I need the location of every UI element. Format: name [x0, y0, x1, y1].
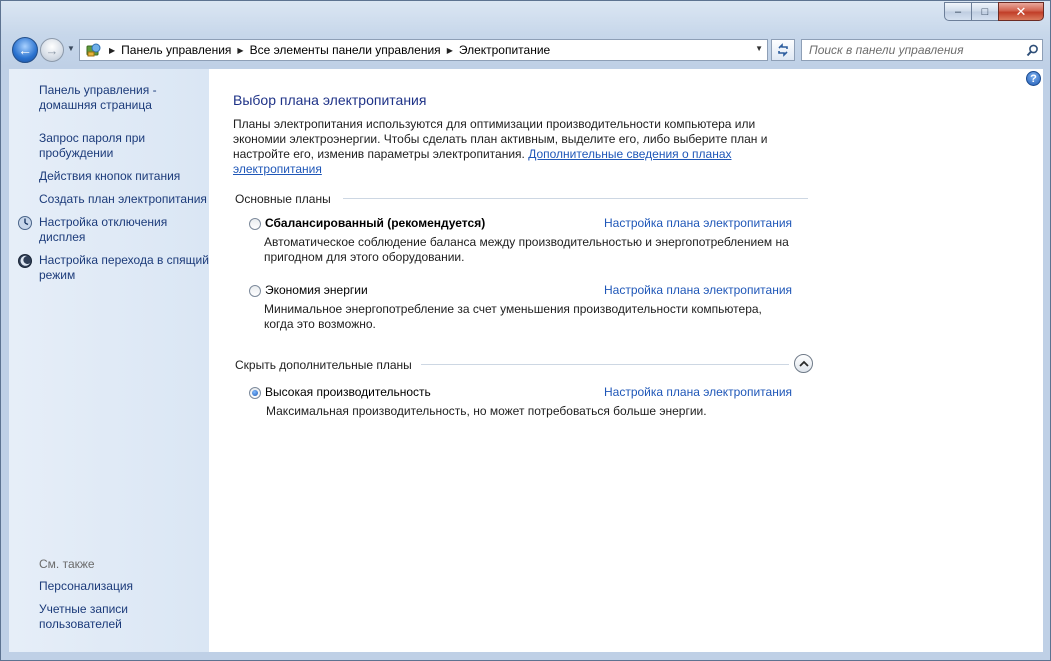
arrow-right-icon: → — [45, 42, 59, 58]
breadcrumb-control-panel[interactable]: Панель управления — [121, 43, 232, 57]
recent-pages-button[interactable] — [67, 44, 75, 53]
more-info-link[interactable]: Дополнительные сведения о планах электропитания — [233, 147, 732, 176]
sleep-icon — [17, 253, 33, 272]
breadcrumb-power-options[interactable]: Электропитание — [458, 43, 551, 57]
sidebar-item-user-accounts[interactable]: Учетные записи пользователей — [39, 602, 128, 631]
chevron-down-icon: ▼ — [67, 44, 75, 53]
arrow-left-icon: ← — [18, 42, 32, 58]
sidebar-item-password-on-wake[interactable]: Запрос пароля при пробуждении — [39, 131, 146, 160]
sidebar-item-personalization[interactable]: Персонализация — [39, 579, 134, 593]
control-panel-icon — [83, 40, 103, 60]
breadcrumb-separator[interactable]: ▶ — [446, 45, 453, 55]
hidden-plans-heading[interactable]: Скрыть дополнительные планы — [235, 358, 412, 372]
plan-settings-link-balanced[interactable]: Настройка плана электропитания — [604, 216, 793, 230]
tasks-pane — [9, 69, 209, 652]
address-bar[interactable] — [79, 39, 768, 61]
plan-name-high-performance[interactable]: Высокая производительность — [265, 385, 431, 399]
close-button[interactable]: ✕ — [998, 2, 1044, 21]
plan-name-power-saver[interactable]: Экономия энергии — [265, 283, 368, 297]
minimize-button[interactable]: – — [944, 2, 971, 21]
maximize-button[interactable]: □ — [971, 2, 998, 21]
intro-paragraph: Планы электропитания используются для оптимизации производительности компьютера или экономии электроэнергии. Чтобы сделать план активным, выделите его, либо выберите план и настройте его, изменив параметры электропитания. — [233, 117, 768, 161]
group-divider — [421, 364, 789, 365]
breadcrumb-separator[interactable]: ▶ — [109, 45, 116, 55]
sidebar-item-home[interactable]: Панель управления - домашняя страница — [39, 83, 157, 112]
sidebar-item-sleep[interactable]: Настройка перехода в спящий режим — [39, 253, 209, 282]
sidebar-item-display-off[interactable]: Настройка отключения дисплея — [39, 215, 168, 244]
plan-desc-balanced: Автоматическое соблюдение баланса между производительностью и энергопотреблением на пригодном для этого оборудовании. — [264, 235, 789, 264]
breadcrumb-all-items[interactable]: Все элементы панели управления — [249, 43, 441, 57]
refresh-button[interactable] — [771, 39, 795, 61]
plan-name-balanced[interactable]: Сбалансированный (рекомендуется) — [265, 216, 486, 230]
back-button[interactable] — [12, 37, 38, 63]
forward-button[interactable] — [40, 38, 64, 62]
sidebar-item-create-plan[interactable]: Создать план электропитания — [39, 192, 207, 206]
collapse-button[interactable] — [794, 354, 813, 373]
plan-desc-high-performance: Максимальная производительность, но может потребоваться больше энергии. — [266, 404, 707, 418]
intro-text — [233, 117, 803, 177]
plan-settings-link-high-performance[interactable]: Настройка плана электропитания — [604, 385, 793, 399]
plan-radio-power-saver[interactable] — [249, 285, 261, 297]
main-content — [209, 69, 1043, 652]
sidebar-item-power-buttons[interactable]: Действия кнопок питания — [39, 169, 181, 183]
group-divider — [343, 198, 808, 199]
address-dropdown-icon[interactable]: ▼ — [755, 44, 763, 53]
breadcrumb-separator[interactable]: ▶ — [237, 45, 244, 55]
search-input[interactable] — [802, 42, 1022, 58]
preferred-plans-heading: Основные планы — [235, 192, 331, 206]
see-also-heading: См. также — [39, 557, 95, 571]
display-off-icon — [17, 215, 33, 234]
plan-settings-link-power-saver[interactable]: Настройка плана электропитания — [604, 283, 793, 297]
page-title: Выбор плана электропитания — [233, 92, 427, 108]
plan-radio-high-performance[interactable] — [249, 387, 261, 399]
search-icon[interactable] — [1022, 44, 1042, 57]
search-box[interactable] — [801, 39, 1043, 61]
caption-buttons — [944, 2, 1044, 22]
plan-desc-power-saver: Минимальное энергопотребление за счет уменьшения производительности компьютера, когда это возможно. — [264, 302, 762, 331]
chevron-up-icon — [799, 360, 809, 368]
help-icon[interactable]: ? — [1026, 71, 1041, 86]
plan-radio-balanced[interactable] — [249, 218, 261, 230]
refresh-icon — [776, 43, 790, 57]
